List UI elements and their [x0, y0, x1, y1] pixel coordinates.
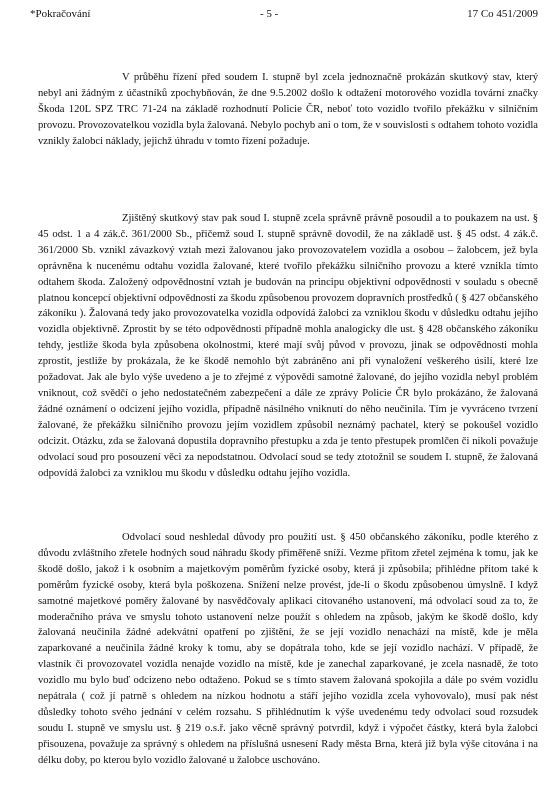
paragraph-facts: V průběhu řízení před soudem I. stupně byl zcela jednoznačně prokázán skutkový stav, který nebyl ani žádným z účastníků zpochybňován, že dne 9.5.2002 došlo k odtažení motorového vozidla tovární značky Škoda 120L SPZ TRC 71-24 na základě rozhodnutí Policie ČR, neboť toto vozidlo tvořilo překážku v silničním provozu. Provozovatelkou vozidla byla žalovaná. Nebylo pochyb ani o tom, že v souvislosti s odtahem tohoto vozidla vznikly žalobci náklady, jejichž úhradu v tomto řízení požaduje.	[38, 72, 538, 147]
page-number: - 5 -	[260, 8, 279, 20]
case-number: 17 Co 451/2009	[467, 8, 538, 20]
paragraph-moderation: Odvolací soud neshledal důvody pro použití ust. § 450 občanského zákoníku, podle kterého z důvodu zvláštního zřetele hodných soud náhradu škody přiměřeně sníží. Vezme přitom zřetel zejména k tomu, jak ke škodě došlo, jakož i k osobním a majetkovým poměrům fyzické osoby, která ji způsobila; přihlédne přitom také k poměrům fyzické osoby, která byla poškozena. Snížení nelze provést, jde-li o škodu způsobenou úmyslně. I když samotné majetkové poměry žalované by nasvědčovaly aplikaci citovaného ustanovení, má odvolací soud za to, že moderačního práva ve smyslu tohoto ustanovení nelze použít s ohledem na způsob, jakým ke škodě došlo, kdy žalovaná neučinila žádné adekvátní opatření po zjištění, že se její vozidlo nenachází na místě, kde je měla zaparkované a neučinila žádné kroky k tomu, aby se dopátrala toho, kde se její vozidlo nachází. V případě, že vlastník či provozovatel vozidla nenajde vozidlo na místě, kde je zanechal zaparkované, je zcela nasnadě, že toto vozidlo mu bylo buď odcizeno nebo odtaženo. Pokud se s tímto stavem žalovaná spokojila a dále po svém vozidlu nepátrala ( což jí patrně s ohledem na nízkou hodnotu a stáří jejího vozidla zcela vyhovovalo), musí pak nést důsledky tohoto svého jednání v celém rozsahu. S přihlédnutím k výše uvedenému tedy odvolací soud rozsudek soudu I. stupně ve smyslu ust. § 219 o.s.ř. jako věcně správný potvrdil, když i výpočet částky, která byla žalobci přisouzena, považuje za správný s ohledem na příslušná usnesení Rady města Brna, která již byla výše citována i na délku doby, po kterou bylo vozidlo žalované u žalobce uschováno.	[38, 532, 538, 766]
page-header	[30, 8, 538, 24]
paragraph-legal-assessment: Zjištěný skutkový stav pak soud I. stupně zcela správně právně posoudil a to poukazem na ust. § 45 odst. 1 a 4 zák.č. 361/2000 Sb., přičemž soud I. stupně správně dovodil, že na základě ust. § 45 odst. 4 zák.č. 361/2000 Sb. vznikl závazkový vztah mezi žalovanou jako provozovatelem vozidla a osobou – žalobcem, jež byla oprávněna k nucenému odtahu vozidla žalované, které tvořilo překážku silničního provozu a které vznikla tímto odtahem škoda. Založený odpovědnostní vztah je budován na principu objektivní odpovědnosti v souladu s obecně platnou koncepcí objektivní odpovědnosti za škodu způsobenou provozem dopravních prostředků ( § 427 občanského zákoníku ). Žalovaná tedy jako provozovatelka vozidla odpovídá žalobci za vzniklou škodu v důsledku odtahu jejího vozidla objektivně. Zprostit by se této odpovědnosti případně mohla analogicky dle ust. § 428 občanského zákoníku tehdy, jestliže škoda byla způsobena okolnostmi, které mají svůj původ v provozu, jinak se odpovědnosti mohla zprostit, jestliže by prokázala, že ke škodě nemohlo být zabráněno ani při vynaložení veškerého úsilí, které lze požadovat. Jak ale bylo výše uvedeno a je to zřejmé z výpovědi samotné žalované, do jejího vozidla nebyl problém vniknout, což svědčí o jeho nedostatečném zabezpečení a dále ze zprávy Policie ČR bylo prokázáno, že žalovaná žádné oznámení o odcizení jejího vozidla, případně násilného vniknutí do něho neučinila. Tím je vyvráceno tvrzení žalované, že překážku silničního provozu jejím vozidlem způsobil neznámý pachatel, který se pokoušel vozidlo odcizit. Otázku, zda se žalovaná dopustila dopravního přestupku a zda je tento přestupek promlčen či nikoli považuje odvolací soud pro posouzení věci za nepodstatnou. Odvolací soud se tedy ztotožnil se soudem I. stupně, že žalovaná odpovídá žalobci za vzniklou mu škodu v důsledku odtahu jejího vozidla.	[38, 213, 538, 479]
header-continuation-label: *Pokračování	[30, 8, 91, 20]
